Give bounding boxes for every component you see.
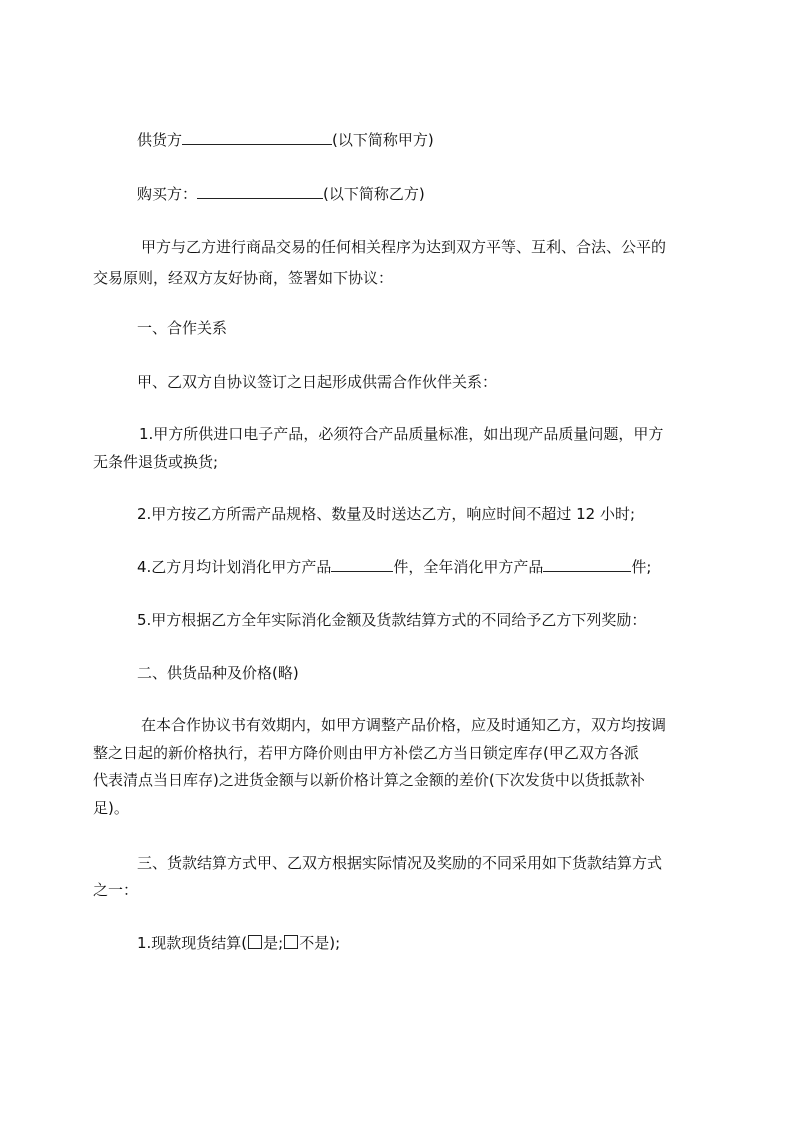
section3-item1: [137, 932, 340, 954]
item4-text-2: 件，全年消化甲方产品: [393, 558, 544, 576]
section3-line1: 三、货款结算方式甲、乙双方根据实际情况及奖励的不同采用如下货款结算方式: [137, 854, 663, 872]
supplier-suffix: (以下简称甲方): [332, 131, 434, 149]
supplier-label: 供货方: [137, 131, 183, 149]
checkbox-yes[interactable]: [248, 935, 262, 949]
section2-para-line2: 整之日起的新价格执行，若甲方降价则由甲方补偿乙方当日锁定库存(甲乙双方各派: [93, 744, 639, 762]
item4-text-1: 4.乙方月均计划消化甲方产品: [137, 558, 332, 576]
annual-quantity-blank[interactable]: [543, 557, 631, 572]
section1-item1-line1: 1.甲方所供进口电子产品，必须符合产品质量标准，如出现产品质量问题，甲方: [139, 425, 664, 443]
section3-line2: 之一：: [93, 881, 139, 899]
intro-line-2: 交易原则，经双方友好协商，签署如下协议：: [93, 269, 394, 287]
section1-item1-line2: 无条件退货或换货;: [93, 453, 219, 471]
section1-heading: 一、合作关系: [137, 319, 228, 337]
section1-item5: 5.甲方根据乙方全年实际消化金额及货款结算方式的不同给予乙方下列奖励：: [137, 611, 647, 629]
option-no-label: 不是);: [299, 934, 341, 952]
option-yes-label: 是;: [263, 934, 284, 952]
buyer-name-blank[interactable]: [197, 184, 323, 199]
checkbox-no[interactable]: [284, 935, 298, 949]
supplier-line: [137, 129, 434, 151]
settlement-option-prefix: 1.现款现货结算(: [137, 934, 248, 952]
section2-heading: 二、供货品种及价格(略): [137, 664, 299, 682]
monthly-quantity-blank[interactable]: [331, 557, 393, 572]
intro-line-1: 甲方与乙方进行商品交易的任何相关程序为达到双方平等、互利、合法、公平的: [141, 238, 667, 256]
section2-para-line4: 足)。: [93, 799, 129, 817]
section1-lead: 甲、乙双方自协议签订之日起形成供需合作伙伴关系：: [137, 373, 498, 391]
buyer-line: [137, 183, 425, 205]
section2-para-line1: 在本合作协议书有效期内，如甲方调整产品价格，应及时通知乙方，双方均按调: [141, 716, 667, 734]
section1-item2: 2.甲方按乙方所需产品规格、数量及时送达乙方，响应时间不超过 12 小时;: [137, 505, 635, 523]
buyer-suffix: (以下简称乙方): [323, 185, 425, 203]
item4-text-3: 件;: [631, 558, 652, 576]
buyer-label: 购买方：: [137, 185, 198, 203]
supplier-name-blank[interactable]: [182, 130, 332, 145]
section2-para-line3: 代表清点当日库存)之进货金额与以新价格计算之金额的差价(下次发货中以货抵款补: [93, 771, 645, 789]
section1-item4: [137, 556, 651, 578]
